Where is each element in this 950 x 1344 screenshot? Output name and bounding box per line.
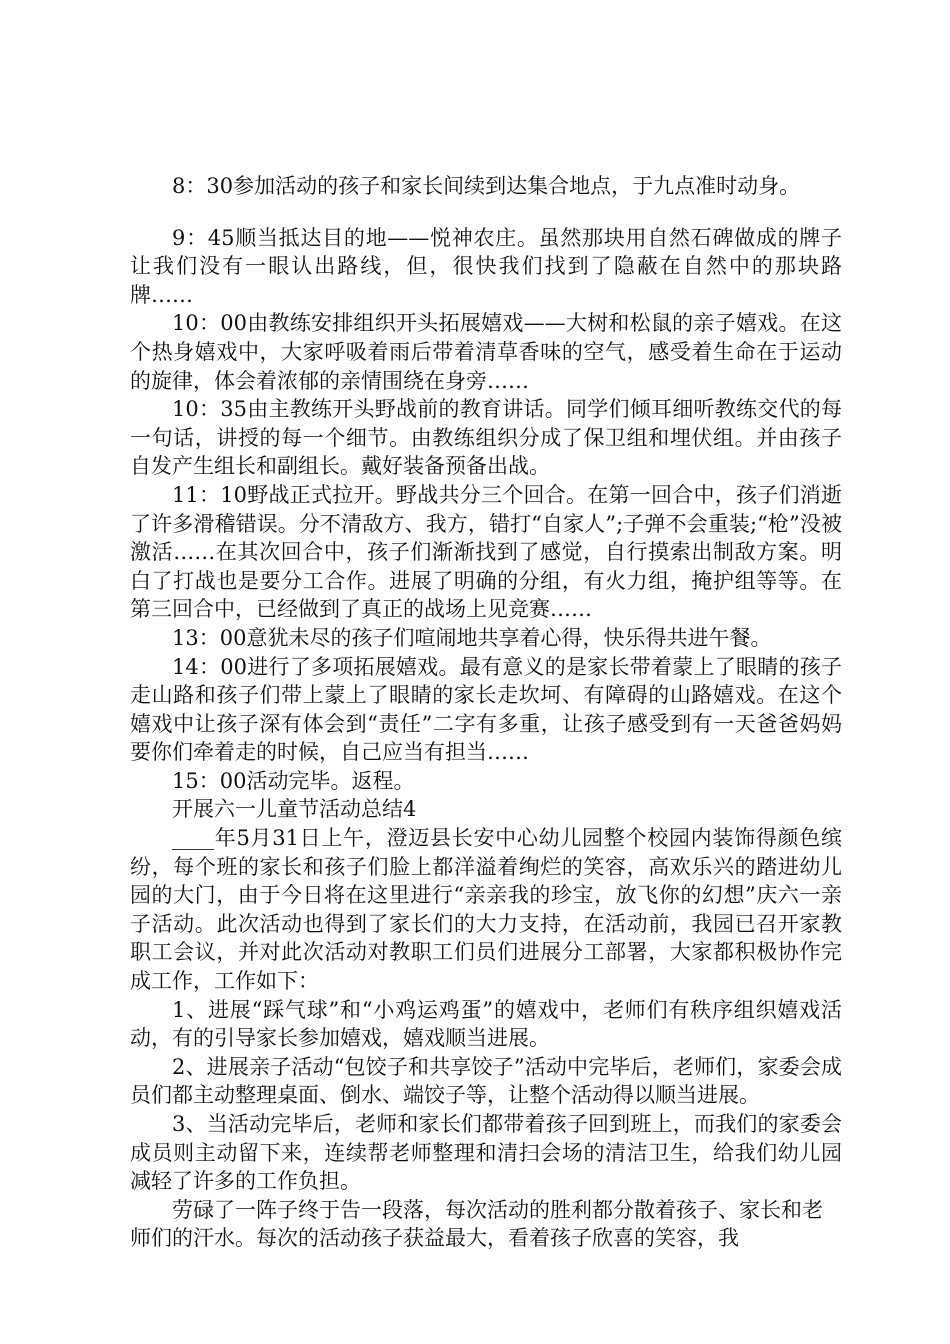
section-heading: 开展六一儿童节活动总结4: [172, 797, 417, 822]
paragraph-1400: 14：00进行了多项拓展嬉戏。最有意义的是家长带着蒙上了眼睛的孩子走山路和孩子们带上蒙上了眼睛的家长走坎坷、有障碍的山路嬉戏。在这个嬉戏中让孩子深有体会到“责任”二字有多重，让孩子感受到有一天爸爸妈妈要你们牵着走的时候，自己应当有担当……: [130, 654, 842, 765]
document-body: [130, 172, 842, 1253]
paragraph-1000: 10：00由教练安排组织开头拓展嬉戏——大树和松鼠的亲子嬉戏。在这个热身嬉戏中，大家呼吸着雨后带着清草香味的空气，感受着生命在于运动的旋律，体会着浓郁的亲情围绕在身旁……: [130, 311, 842, 393]
paragraph-intro: ____年5月31日上午，澄迈县长安中心幼儿园整个校园内装饰得颜色缤纷，每个班的家长和孩子们脸上都洋溢着绚烂的笑容，高欢乐兴的踏进幼儿园的大门，由于今日将在这里进行“亲亲我的珍宝，放飞你的幻想”庆六一亲子活动。此次活动也得到了家长们的大力支持，在活动前，我园已召开家教职工会议，并对此次活动对教职工们员们进展分工部署，大家都积极协作完成工作，工作如下：: [130, 826, 842, 994]
paragraph-closing: 劳碌了一阵子终于告一段落，每次活动的胜利都分散着孩子、家长和老师们的汗水。每次的活动孩子获益最大，看着孩子欣喜的笑容，我: [130, 1197, 823, 1251]
list-item-1: 1、进展“踩气球”和“小鸡运鸡蛋”的嬉戏中，老师们有秩序组织嬉戏活动，有的引导家长参加嬉戏，嬉戏顺当进展。: [130, 997, 842, 1051]
paragraph-0830: 8：30参加活动的孩子和家长间续到达集合地点，于九点准时动身。: [172, 174, 801, 198]
list-item-3: 3、当活动完毕后，老师和家长们都带着孩子回到班上，而我们的家委会成员则主动留下来，连续帮老师整理和清扫会场的清洁卫生，给我们幼儿园减轻了许多的工作负担。: [130, 1112, 842, 1194]
paragraph-1500: 15：00活动完毕。返程。: [172, 768, 415, 793]
paragraph-0945: 9：45顺当抵达目的地——悦神农庄。虽然那块用自然石碑做成的牌子让我们没有一眼认出路线，但，很快我们找到了隐蔽在自然中的那块路牌……: [130, 225, 842, 307]
paragraph-1110: 11：10野战正式拉开。野战共分三个回合。在第一回合中，孩子们消逝了许多滑稽错误。分不清敌方、我方，错打“自家人”;子弹不会重装;“枪”没被激活……在其次回合中，孩子们渐渐找到了感觉，自行摸索出制敌方案。明白了打战也是要分工合作。进展了明确的分组，有火力组，掩护组等等。在第三回合中，已经做到了真正的战场上见竞赛……: [130, 482, 842, 622]
paragraph-1035: 10：35由主教练开头野战前的教育讲话。同学们倾耳细听教练交代的每一句话，讲授的每一个细节。由教练组织分成了保卫组和埋伏组。并由孩子自发产生组长和副组长。戴好装备预备出战。: [130, 397, 842, 479]
list-item-2: 2、进展亲子活动“包饺子和共享饺子”活动中完毕后，老师们，家委会成员们都主动整理桌面、倒水、端饺子等，让整个活动得以顺当进展。: [130, 1054, 842, 1108]
paragraph-1300: 13：00意犹未尽的孩子们喧闹地共享着心得，快乐得共进午餐。: [172, 625, 772, 650]
